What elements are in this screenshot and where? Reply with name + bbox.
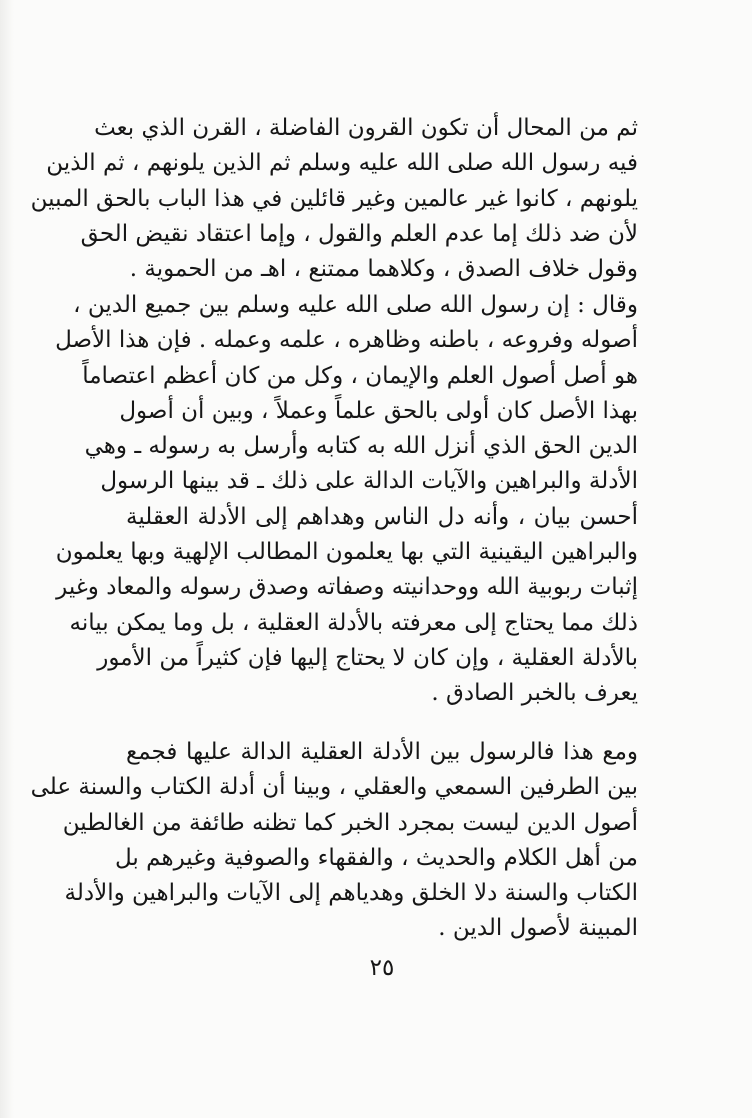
- paragraph-1-line-4: لأن ضد ذلك إما عدم العلم والقول ، وإما اعتقاد نقيض الحق: [80, 220, 638, 247]
- page-edge-shadow: [0, 0, 14, 1118]
- paragraph-2-line-9: إثبات ربوبية الله ووحدانيته وصفاته وصدق رسوله والمعاد وغير: [56, 574, 638, 601]
- paragraph-2-line-2: أصوله وفروعه ، باطنه وظاهره ، علمه وعمله . فإن هذا الأصل: [55, 327, 638, 354]
- paragraph-3: [30, 735, 638, 947]
- paragraph-3-line-2: بين الطرفين السمعي والعقلي ، وبينا أن أدلة الكتاب والسنة على: [30, 774, 638, 801]
- paragraph-2-line-8: والبراهين اليقينية التي بها يعلمون المطالب الإلهية وبها يعلمون: [55, 539, 638, 566]
- paragraph-3-line-5: الكتاب والسنة دلا الخلق وهدياهم إلى الآيات والبراهين والأدلة: [64, 880, 638, 907]
- paragraph-2-line-12: يعرف بالخبر الصادق .: [431, 680, 638, 707]
- paragraph-2-line-7: أحسن بيان ، وأنه دل الناس وهداهم إلى الأدلة العقلية: [126, 503, 638, 530]
- page-number: ٢٥: [369, 955, 395, 981]
- paragraph-2-line-11: بالأدلة العقلية ، وإن كان لا يحتاج إليها فإن كثيراً من الأمور: [97, 644, 638, 671]
- paragraph-3-line-1: ومع هذا فالرسول بين الأدلة العقلية الدالة عليها فجمع: [126, 739, 638, 765]
- paragraph-2-line-3: هو أصل أصول العلم والإيمان ، وكل من كان أعظم اعتصاماً: [82, 362, 638, 389]
- paragraph-2: [55, 288, 638, 712]
- paragraph-2-line-1: وقال : إن رسول الله صلى الله عليه وسلم بين جميع الدين ،: [73, 292, 638, 318]
- paragraph-1: [30, 111, 638, 287]
- paragraph-2-line-4: بهذا الأصل كان أولى بالحق علماً وعملاً ، وبين أن أصول: [119, 397, 638, 424]
- paragraph-3-line-3: أصول الدين ليست بمجرد الخبر كما تظنه طائفة من الغالطين: [62, 809, 638, 836]
- paragraph-1-line-5: وقول خلاف الصدق ، وكلاهما ممتنع ، اهـ من الحموية .: [129, 256, 638, 283]
- paragraph-2-line-6: الأدلة والبراهين والآيات الدالة على ذلك ـ قد بينها الرسول: [100, 468, 638, 495]
- paragraph-3-line-4: من أهل الكلام والحديث ، والفقهاء والصوفية وغيرهم بل: [115, 844, 638, 871]
- paragraph-1-line-1: ثم من المحال أن تكون القرون الفاضلة ، القرن الذي بعث: [94, 115, 638, 141]
- paragraph-2-line-5: الدين الحق الذي أنزل الله به كتابه وأرسل به رسوله ـ وهي: [84, 433, 638, 460]
- paragraph-3-line-6: المبينة لأصول الدين .: [438, 915, 638, 942]
- paragraph-1-line-3: يلونهم ، كانوا غير عالمين وغير قائلين في هذا الباب بالحق المبين: [30, 185, 638, 212]
- paragraph-2-line-10: ذلك مما يحتاج إلى معرفته بالأدلة العقلية ، بل وما يمكن بيانه: [69, 609, 638, 636]
- paragraph-1-line-2: فيه رسول الله صلى الله عليه وسلم ثم الذين يلونهم ، ثم الذين: [46, 150, 638, 177]
